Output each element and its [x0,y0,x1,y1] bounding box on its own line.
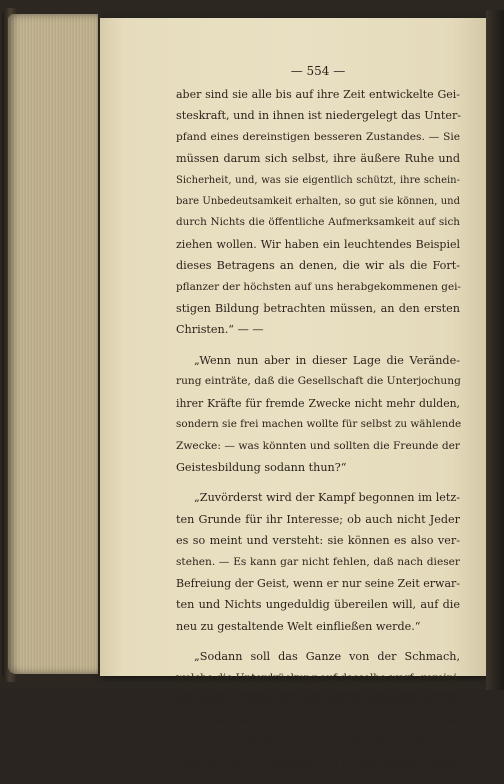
text-line: durch Nichts die öffentliche Aufmerksamkeit auf sich [176,216,460,229]
text-line: Christen.“ — — [176,323,264,337]
text-line: sondern sie frei machen wollte für selbst zu wählende [176,418,462,431]
text-line: welche die Unterdrückung auf dasselbe warf, gereini- [176,671,461,684]
text-line: es so meint und versteht: sie können es also ver- [176,534,460,548]
text-line: ten Grunde für ihr Interesse; ob auch nicht Jeder [176,512,460,526]
page-edges [8,14,98,674]
text-line: Geistesbildung sodann thun?“ [176,460,347,474]
page-number: — 554 — [290,64,346,78]
text-line: ziehen wollen. Wir haben ein leuchtendes Beispiel [176,237,460,251]
text-line: get werden. Diese ist auch auf sie mitgefallen; frei- [176,692,460,706]
text-line: ihrer Kräfte für fremde Zwecke nicht mehr dulden, [176,396,460,410]
text-line: dieses Betragens an denen, die wir als die Fort- [176,259,460,273]
body-text [176,84,460,784]
text-line: Befreiung der Geist, wenn er nur seine Zeit erwar- [176,576,460,590]
text-line: Jetzt möchte es scheinen, als ob der, welcher nicht [176,757,460,771]
text-line: neu zu gestaltende Welt einfließen werde.“ [176,619,421,633]
text-line: bare Unbedeutsamkeit erhalten, so gut sie können, und [176,196,460,208]
right-shadow [486,10,504,690]
text-line: pflanzer der höchsten auf uns herabgekommenen gei- [176,280,461,293]
paragraph-2 [176,350,460,478]
text-line: steskraft, und in ihnen ist niedergelegt das Unter- [176,109,462,123]
paragraph-1 [176,84,460,341]
text-line: „Sodann soll das Ganze von der Schmach, [194,650,460,664]
text-line: Sicherheit, und, was sie eigentlich schützt, ihre schein- [176,174,460,186]
paragraph-3 [176,487,460,637]
text-line: rung einträte, daß die Gesellschaft die Unterjochung [176,375,461,388]
text-line: „Wenn nun aber in dieser Lage die Verände- [194,353,460,367]
text-line: Zwecke: — was könnten und sollten die Freunde der [176,439,460,452]
text-line: ten und Nichts ungeduldig übereilen will, auf die [176,598,460,612]
text-line: lich unverdient, ja zu ihrer Ehre, weil sie um höhe- [176,714,460,728]
text-line: stigen Bildung betrachten müssen, an den ersten [176,302,460,316]
text-line: pfand eines dereinstigen besseren Zustandes. — Sie [176,130,460,143]
text-line: rer Zwecke willen frei und entschlossen duldeten. — [176,735,460,748]
text-line: aber sind sie alle bis auf ihre Zeit entwickelte Gei- [176,88,460,101]
text-line: „Zuvörderst wird der Kampf begonnen im letz- [194,491,461,505]
text-line: müssen darum sich selbst, ihre äußere Ruhe und [176,152,460,166]
text-line: stehen. — Es kann gar nicht fehlen, daß nach dieser [176,555,460,568]
paragraph-4 [176,646,460,774]
